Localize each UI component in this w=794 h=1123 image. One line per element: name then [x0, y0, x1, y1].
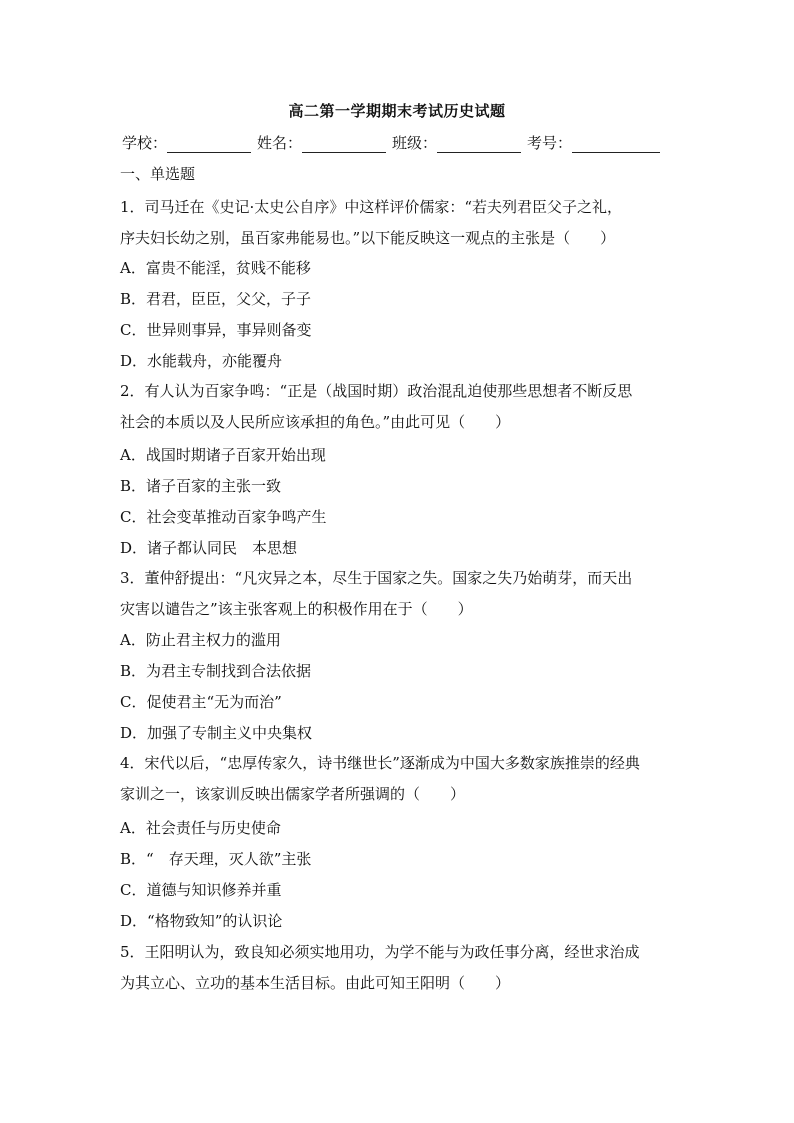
option-2b: B．诸子百家的主张一致 — [120, 477, 282, 495]
question-stem-line: 3．董仲舒提出：“凡灾异之本，尽生于国家之失。国家之失乃始萌芽，而天出 — [120, 569, 633, 587]
question-stem-line: 社会的本质以及人民所应该承担的角色。”由此可见（ ） — [120, 413, 511, 431]
question-5 — [120, 937, 680, 999]
question-1 — [120, 192, 680, 254]
name-blank — [302, 136, 386, 153]
option-1a: A．富贵不能淫，贫贱不能移 — [120, 259, 311, 277]
option-4c: C．道德与知识修养并重 — [120, 881, 282, 899]
exam-no-blank — [572, 136, 660, 153]
question-stem-line: 4．宋代以后，“忠厚传家久，诗书继世长”逐渐成为中国大多数家族推崇的经典 — [120, 754, 640, 772]
school-blank — [167, 136, 251, 153]
class-blank — [437, 136, 521, 153]
option-4a: A．社会责任与历史使命 — [120, 819, 281, 837]
option-4d: D．“格物致知”的认识论 — [120, 912, 283, 930]
question-stem-line: 灾害以谴告之”该主张客观上的积极作用在于（ ） — [120, 600, 473, 618]
option-1b: B．君君，臣臣，父父，子子 — [120, 290, 312, 308]
name-label: 姓名： — [257, 134, 303, 152]
school-label: 学校： — [122, 134, 168, 152]
question-4 — [120, 748, 680, 810]
question-stem-line: 为其立心、立功的基本生活目标。由此可知王阳明（ ） — [120, 974, 511, 992]
question-stem-line: 序夫妇长幼之别，虽百家弗能易也。”以下能反映这一观点的主张是（ ） — [120, 229, 616, 247]
option-1c: C．世异则事异，事异则备变 — [120, 321, 312, 339]
option-1d: D．水能载舟，亦能覆舟 — [120, 352, 283, 370]
class-label: 班级： — [392, 134, 438, 152]
option-3d: D．加强了专制主义中央集权 — [120, 724, 313, 742]
exam-no-label: 考号： — [527, 134, 573, 152]
page-title: 高二第一学期期末考试历史试题 — [288, 102, 506, 120]
section-heading: 一、单选题 — [120, 165, 196, 183]
option-3b: B．为君主专制找到合法依据 — [120, 662, 312, 680]
question-stem-line: 5．王阳明认为，致良知必须实地用功，为学不能与为政任事分离，经世求治成 — [120, 943, 640, 961]
question-stem-line: 2．有人认为百家争鸣：“正是（战国时期）政治混乱迫使那些思想者不断反思 — [120, 382, 633, 400]
question-stem-line: 家训之一，该家训反映出儒家学者所强调的（ ） — [120, 785, 466, 803]
option-2a: A．战国时期诸子百家开始出现 — [120, 446, 326, 464]
option-3a: A．防止君主权力的滥用 — [120, 631, 281, 649]
option-2d: D．诸子都认同民 本思想 — [120, 539, 298, 557]
question-stem-line: 1．司马迁在《史记·太史公自序》中这样评价儒家：“若夫列君臣父子之礼， — [120, 198, 622, 216]
option-3c: C．促使君主“无为而治” — [120, 693, 282, 711]
student-info-row — [122, 132, 682, 153]
question-2 — [120, 376, 680, 438]
option-4b: B．“ 存天理，灭人欲”主张 — [120, 850, 312, 868]
option-2c: C．社会变革推动百家争鸣产生 — [120, 508, 327, 526]
question-3 — [120, 563, 680, 625]
